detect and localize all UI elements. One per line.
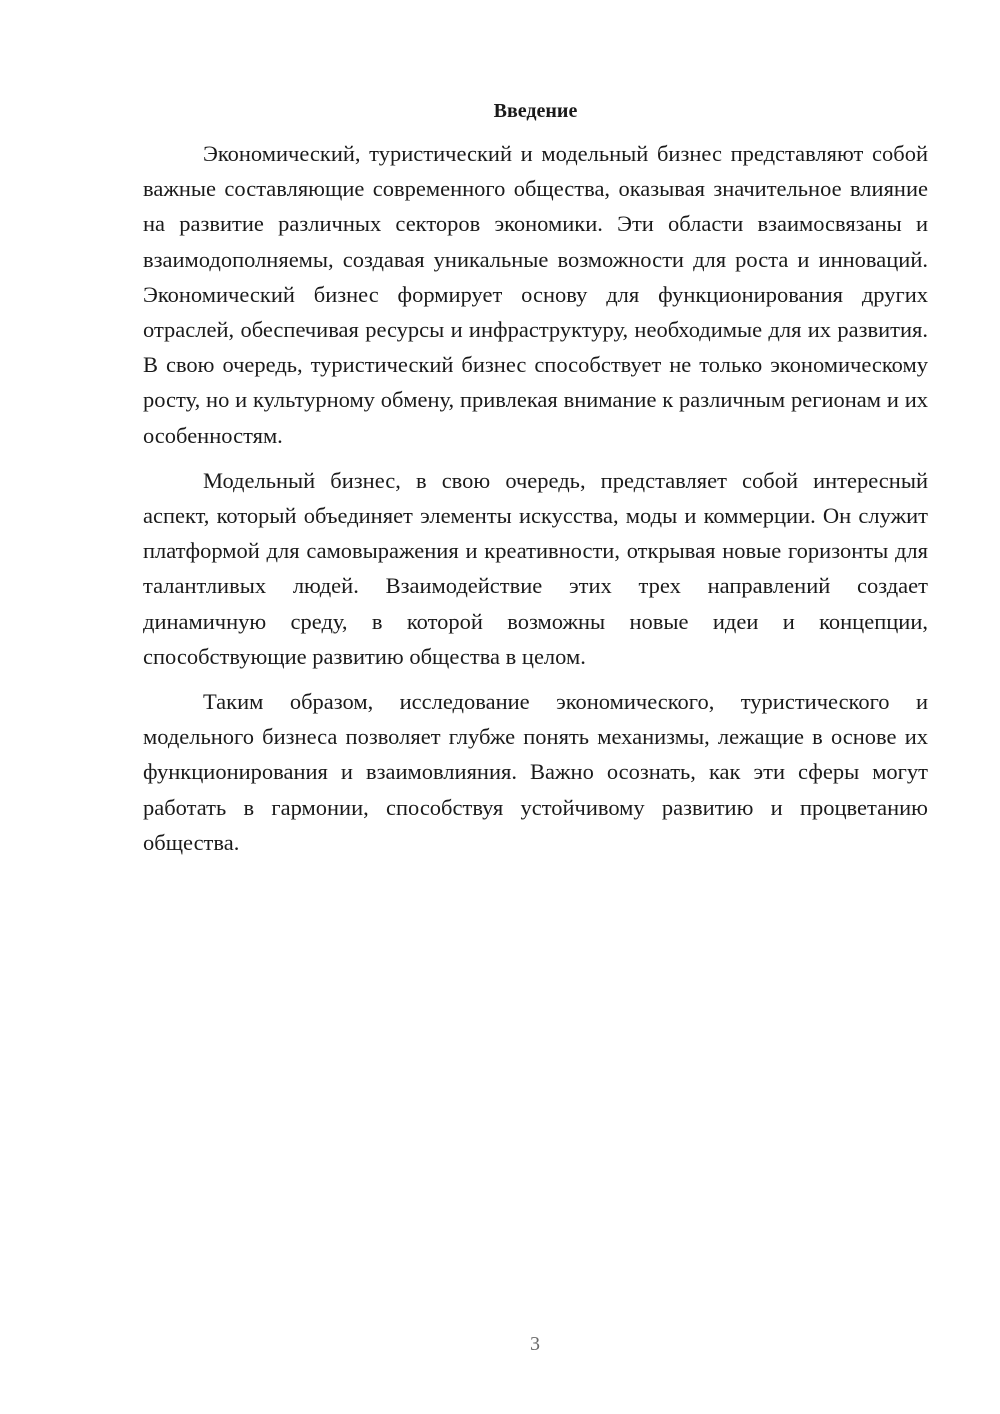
page-body	[143, 98, 928, 870]
paragraph-3: Таким образом, исследование экономического, туристического и модельного бизнеса позволяет глубже понять механизмы, лежащие в основе их функционирования и взаимовлияния. Важно осознать, как эти сферы могут работать в гармонии, способствуя устойчивому развитию и процветанию общества.	[143, 689, 928, 855]
page-title: Введение	[493, 100, 578, 122]
paragraph-1: Экономический, туристический и модельный бизнес представляют собой важные составляющие современного общества, оказывая значительное влияние на развитие различных секторов экономики. Эти области взаимосвязаны и взаимодополняемы, создавая уникальные возможности для роста и инноваций. Экономический бизнес формирует основу для функционирования других отраслей, обеспечивая ресурсы и инфраструктуру, необходимые для их развития. В свою очередь, туристический бизнес способствует не только экономическому росту, но и культурному обмену, привлекая внимание к различным регионам и их особенностям.	[143, 141, 928, 448]
paragraph-2: Модельный бизнес, в свою очередь, представляет собой интересный аспект, который объединяет элементы искусства, моды и коммерции. Он служит платформой для самовыражения и креативности, открывая новые горизонты для талантливых людей. Взаимодействие этих трех направлений создает динамичную среду, в которой возможны новые идеи и концепции, способствующие развитию общества в целом.	[143, 467, 928, 669]
page-number: 3	[530, 1333, 540, 1355]
